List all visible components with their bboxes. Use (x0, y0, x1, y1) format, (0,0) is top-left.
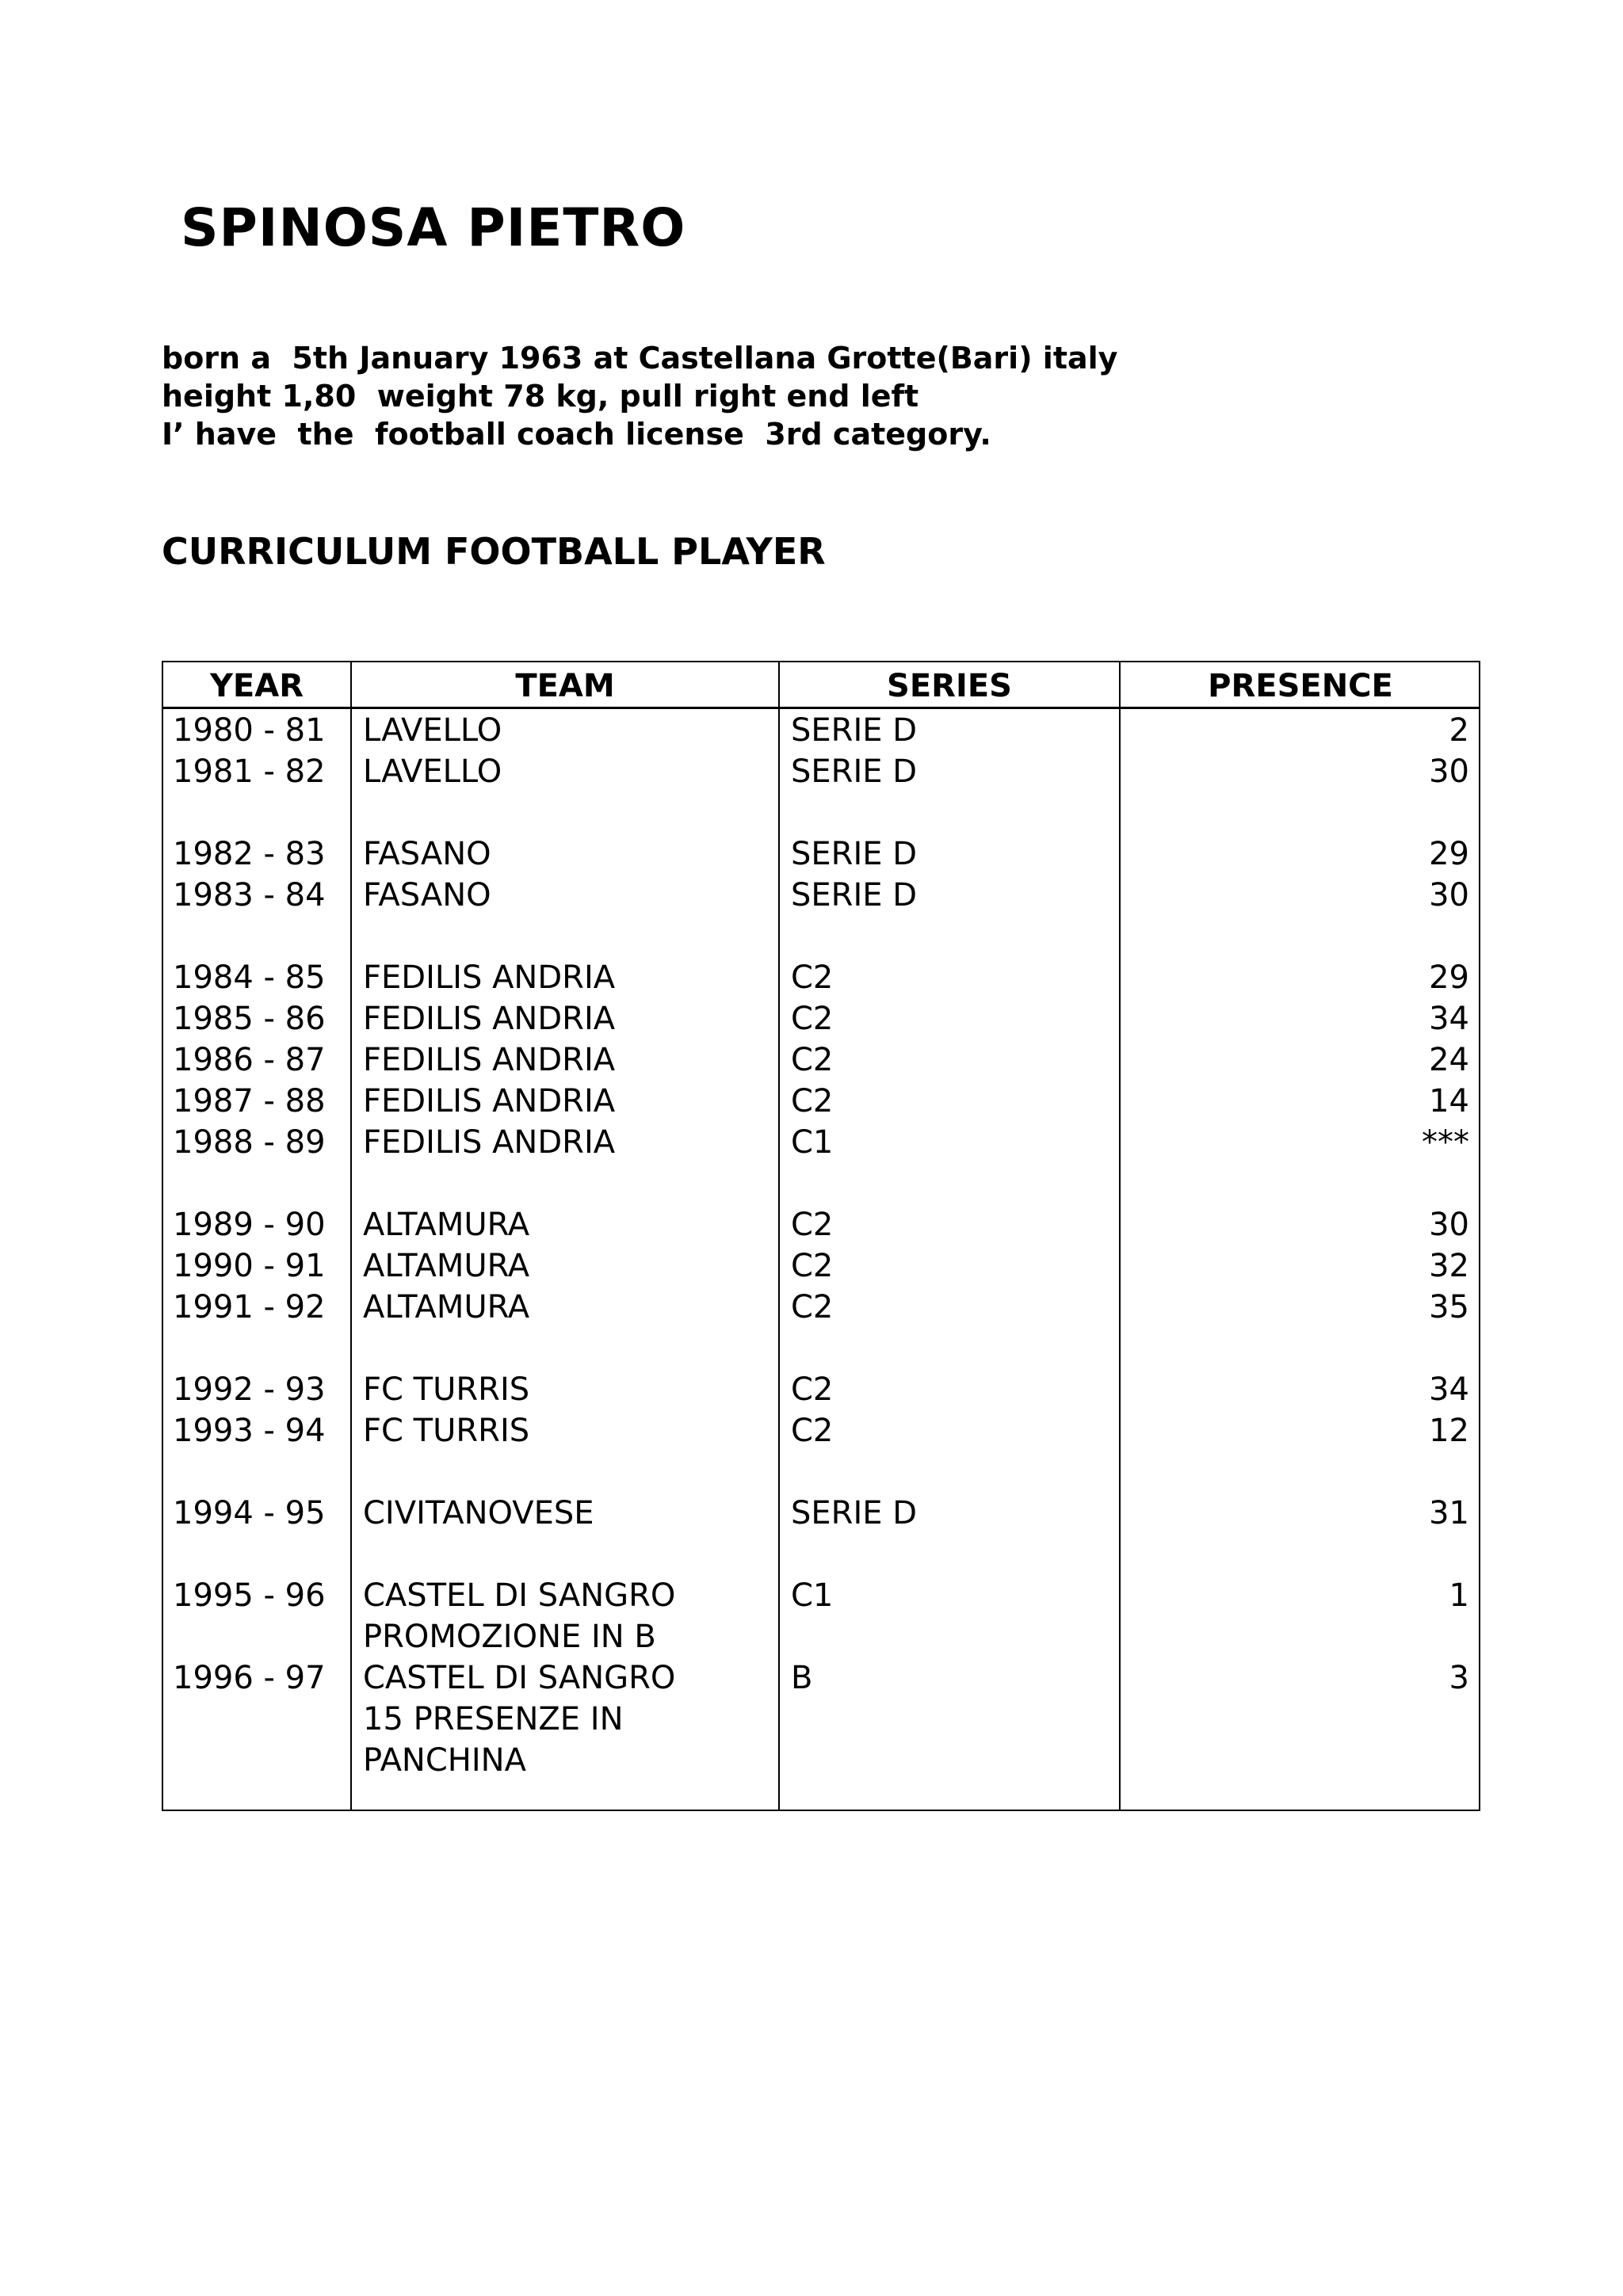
cell-series: SERIE D (791, 1495, 918, 1531)
cell-team-note: PROMOZIONE IN B (363, 1619, 656, 1655)
cell-series: C2 (791, 1083, 834, 1119)
cell-year: 1981 - 82 (173, 753, 326, 790)
cell-year: 1980 - 81 (173, 712, 326, 749)
cell-team: LAVELLO (363, 753, 502, 790)
cell-series: SERIE D (791, 877, 918, 913)
cell-presence: 31 (1429, 1495, 1469, 1531)
cell-series: C2 (791, 1371, 834, 1408)
cell-series: C1 (791, 1577, 834, 1614)
cell-presence: 30 (1429, 877, 1469, 913)
cell-team: ALTAMURA (363, 1289, 530, 1325)
header-series: SERIES (887, 668, 1012, 704)
cell-presence: 14 (1429, 1083, 1469, 1119)
cell-presence: 2 (1449, 712, 1469, 749)
cell-team: CIVITANOVESE (363, 1495, 594, 1531)
cell-presence: *** (1422, 1124, 1469, 1161)
table-header-row (163, 662, 1479, 709)
career-table (162, 661, 1480, 1811)
cell-series: C2 (791, 1042, 834, 1078)
cell-team: FEDILIS ANDRIA (363, 1083, 616, 1119)
cell-presence: 12 (1429, 1413, 1469, 1449)
cell-series: SERIE D (791, 753, 918, 790)
cell-team (363, 1575, 775, 1657)
cell-series: C2 (791, 1001, 834, 1037)
bio-license-line: I’ have the football coach license 3rd category. (162, 417, 991, 452)
cell-series: C1 (791, 1124, 834, 1161)
cell-team: LAVELLO (363, 712, 502, 749)
cell-team: FC TURRIS (363, 1371, 530, 1408)
cell-presence: 29 (1429, 836, 1469, 872)
cell-year: 1995 - 96 (173, 1577, 326, 1614)
cell-year: 1996 - 97 (173, 1660, 326, 1696)
section-heading: CURRICULUM FOOTBALL PLAYER (162, 530, 826, 573)
cell-team: FASANO (363, 877, 491, 913)
cell-year: 1992 - 93 (173, 1371, 326, 1408)
cell-presence: 3 (1449, 1660, 1469, 1696)
cell-year: 1994 - 95 (173, 1495, 326, 1531)
header-year: YEAR (209, 668, 304, 704)
cell-series: C2 (791, 1248, 834, 1284)
cell-series: SERIE D (791, 836, 918, 872)
cell-series: C2 (791, 1289, 834, 1325)
cell-presence: 24 (1429, 1042, 1469, 1078)
cell-team (363, 1657, 680, 1781)
cell-series: SERIE D (791, 712, 918, 749)
cell-team-name: CASTEL DI SANGRO (363, 1577, 676, 1614)
cell-team: ALTAMURA (363, 1248, 530, 1284)
cell-team: FASANO (363, 836, 491, 872)
cell-year: 1991 - 92 (173, 1289, 326, 1325)
cell-series: C2 (791, 1207, 834, 1243)
cell-year: 1993 - 94 (173, 1413, 326, 1449)
cell-team: FEDILIS ANDRIA (363, 959, 616, 996)
cell-team: FEDILIS ANDRIA (363, 1001, 616, 1037)
cell-series: C2 (791, 959, 834, 996)
column-divider (778, 662, 780, 1810)
cell-year: 1987 - 88 (173, 1083, 326, 1119)
cell-series: B (791, 1660, 813, 1696)
cell-presence: 35 (1429, 1289, 1469, 1325)
cell-presence: 30 (1429, 1207, 1469, 1243)
cell-series: C2 (791, 1413, 834, 1449)
cell-team: FEDILIS ANDRIA (363, 1042, 616, 1078)
cell-team: FC TURRIS (363, 1413, 530, 1449)
header-presence: PRESENCE (1208, 668, 1393, 704)
cell-year: 1988 - 89 (173, 1124, 326, 1161)
page-title: SPINOSA PIETRO (181, 197, 686, 258)
bio-block (162, 339, 1117, 453)
bio-physical-line: height 1,80 weight 78 kg, pull right end left (162, 379, 919, 414)
cell-team: ALTAMURA (363, 1207, 530, 1243)
column-divider (350, 662, 352, 1810)
cell-year: 1982 - 83 (173, 836, 326, 872)
header-team: TEAM (515, 668, 615, 704)
cell-year: 1984 - 85 (173, 959, 326, 996)
cell-year: 1986 - 87 (173, 1042, 326, 1078)
cell-presence: 34 (1429, 1371, 1469, 1408)
cell-team: FEDILIS ANDRIA (363, 1124, 616, 1161)
cell-presence: 32 (1429, 1248, 1469, 1284)
cell-presence: 29 (1429, 959, 1469, 996)
cell-year: 1990 - 91 (173, 1248, 326, 1284)
cell-team-name: CASTEL DI SANGRO (363, 1660, 676, 1696)
cell-year: 1985 - 86 (173, 1001, 326, 1037)
cell-year: 1983 - 84 (173, 877, 326, 913)
cell-presence: 34 (1429, 1001, 1469, 1037)
bio-birth-line: born a 5th January 1963 at Castellana Grotte(Bari) italy (162, 341, 1118, 376)
cell-team-note: 15 PRESENZE IN PANCHINA (363, 1701, 624, 1779)
cell-presence: 1 (1449, 1577, 1469, 1614)
cell-presence: 30 (1429, 753, 1469, 790)
cell-year: 1989 - 90 (173, 1207, 326, 1243)
